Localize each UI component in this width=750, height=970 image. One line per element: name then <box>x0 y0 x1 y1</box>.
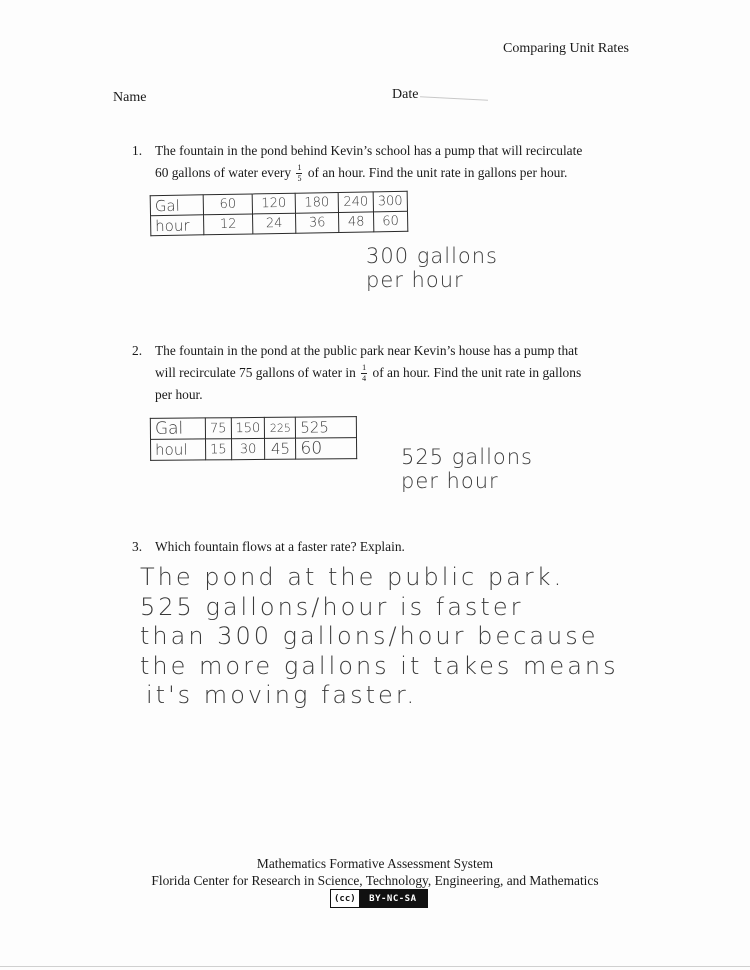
cc-license-badge <box>330 889 428 908</box>
ratio-table-1 <box>150 191 409 236</box>
question-number: 3. <box>132 539 143 554</box>
row-header: Gal <box>150 418 205 439</box>
question-number: 1. <box>132 143 143 158</box>
table-cell: 75 <box>205 418 231 439</box>
worksheet-title: Comparing Unit Rates <box>503 41 629 56</box>
answer-3 <box>140 563 700 711</box>
question-text-line: will recirculate 75 gallons of water in $\frac{1}{4}$ of an hour. Find the unit rate in gallons <box>155 363 582 384</box>
table-row <box>151 438 358 461</box>
table-row <box>151 211 408 235</box>
table-cell: 225 <box>265 417 296 438</box>
answer-line: 525 gallons <box>401 445 533 469</box>
table-cell: 300 <box>373 191 407 212</box>
cc-icon: (cc) <box>334 893 356 904</box>
question-number: 2. <box>132 343 143 358</box>
table-cell: 12 <box>204 214 253 235</box>
question-2 <box>132 340 652 406</box>
table-cell: 15 <box>206 439 232 460</box>
answer-line: per hour <box>401 469 499 493</box>
table-cell: 48 <box>338 212 373 233</box>
row-header: Gal <box>150 195 203 216</box>
table-cell: 150 <box>231 417 265 438</box>
question-text-line: per hour. <box>155 387 203 402</box>
question-text-line: 60 gallons of water every $\frac{1}{5}$ of an hour. Find the unit rate in gallons per hour. <box>155 163 568 184</box>
scan-edge <box>0 966 750 967</box>
table-cell: 180 <box>295 192 338 213</box>
table-row <box>150 417 357 440</box>
answer-line: the more gallons it takes means <box>140 651 619 680</box>
question-text-line: The fountain in the pond at the public park near Kevin’s house has a pump that <box>155 343 578 358</box>
row-header: houl <box>151 439 206 460</box>
footer-line-1: Mathematics Formative Assessment System <box>256 856 494 871</box>
table-cell: 120 <box>252 193 295 214</box>
ratio-table-2 <box>150 416 358 461</box>
name-label: Name <box>113 90 147 105</box>
answer-line: per hour <box>366 268 464 292</box>
question-text-line: The fountain in the pond behind Kevin’s school has a pump that will recirculate <box>155 143 583 158</box>
table-cell: 60 <box>296 438 357 460</box>
answer-line: 525 gallons/hour is faster <box>140 592 524 621</box>
table-cell: 525 <box>296 417 357 439</box>
answer-line: The pond at the public park. <box>140 563 565 591</box>
table-cell: 24 <box>253 213 296 234</box>
answer-2 <box>401 445 533 493</box>
row-header: hour <box>151 215 204 236</box>
table-cell: 36 <box>295 212 338 233</box>
table-cell: 45 <box>265 438 296 459</box>
table-cell: 60 <box>373 211 407 232</box>
answer-line: than 300 gallons/hour because <box>140 622 599 650</box>
question-1 <box>132 140 652 184</box>
table-cell: 240 <box>338 192 373 213</box>
fraction: $\frac{1}{5}$ <box>297 163 302 184</box>
answer-line: 300 gallons <box>366 244 498 268</box>
footer-line-2: Florida Center for Research in Science, Technology, Engineering, and Mathematics <box>151 873 599 888</box>
license-label: BY-NC-SA <box>359 890 427 907</box>
fraction: $\frac{1}{4}$ <box>362 363 367 384</box>
footer <box>0 855 750 889</box>
question-text-line: Which fountain flows at a faster rate? Explain. <box>155 539 405 554</box>
date-label: Date <box>392 87 419 102</box>
answer-1 <box>366 244 498 292</box>
table-cell: 30 <box>231 438 265 459</box>
table-cell: 60 <box>203 194 252 215</box>
date-line <box>420 96 488 101</box>
answer-line: it's moving faster. <box>146 681 418 709</box>
